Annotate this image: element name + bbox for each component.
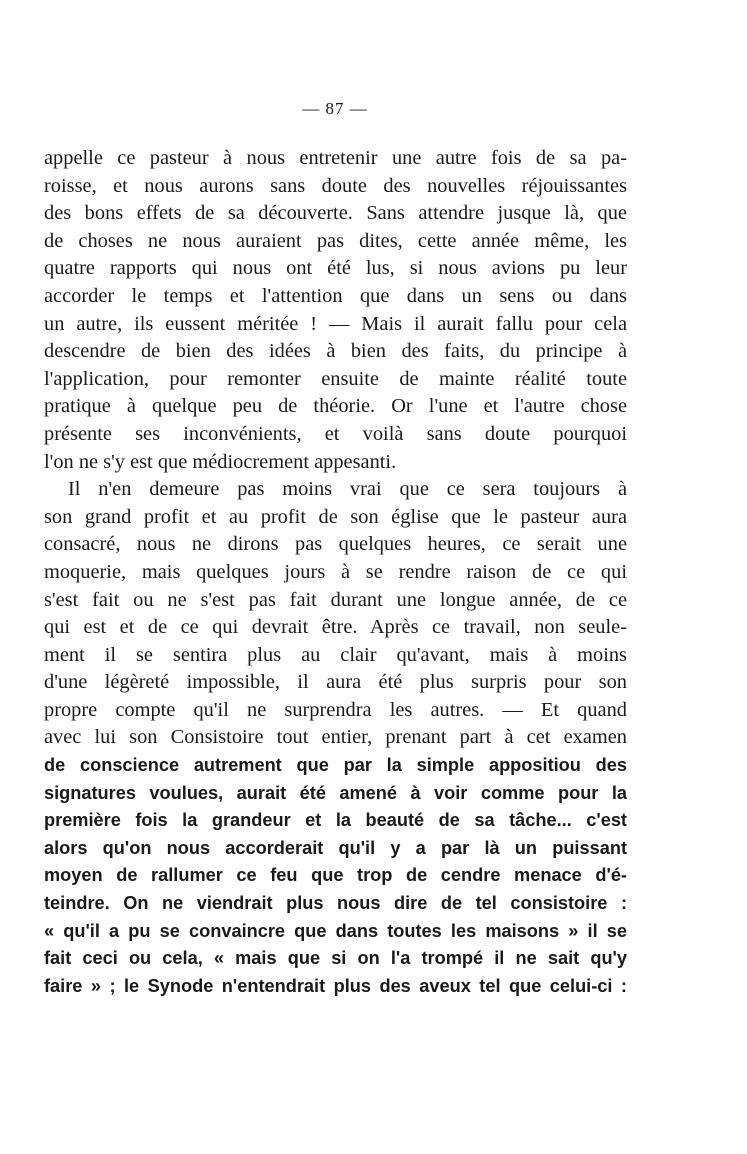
text-line: des bons effets de sa découverte. Sans attendre jusque là, que bbox=[44, 202, 627, 225]
body-text bbox=[44, 145, 627, 1000]
text-line: faire » ; le Synode n'entendrait plus des aveux tel que celui-ci : bbox=[44, 975, 627, 996]
text-line: consacré, nous ne dirons pas quelques heures, ce serait une bbox=[44, 533, 627, 556]
text-line: d'une légèreté impossible, il aura été plus surpris pour son bbox=[44, 671, 627, 694]
text-line: moquerie, mais quelques jours à se rendre raison de ce qui bbox=[44, 560, 627, 583]
text-line: propre compte qu'il ne surprendra les autres. — Et quand bbox=[44, 698, 627, 721]
text-line: son grand profit et au profit de son église que le pasteur aura bbox=[44, 505, 627, 528]
text-line: descendre de bien des idées à bien des faits, du principe à bbox=[44, 340, 627, 363]
text-line: l'application, pour remonter ensuite de mainte réalité toute bbox=[44, 367, 627, 390]
text-line: avec lui son Consistoire tout entier, prenant part à cet examen bbox=[44, 726, 627, 749]
text-line: s'est fait ou ne s'est pas fait durant une longue année, de ce bbox=[44, 588, 627, 611]
text-line: signatures voulues, aurait été amené à voir comme pour la bbox=[44, 782, 627, 803]
text-line: appelle ce pasteur à nous entretenir une autre fois de sa pa- bbox=[44, 147, 627, 169]
text-line: accorder le temps et l'attention que dans un sens ou dans bbox=[44, 284, 627, 307]
text-line: teindre. On ne viendrait plus nous dire de tel consistoire : bbox=[44, 893, 627, 914]
text-line: roisse, et nous aurons sans doute des nouvelles réjouissantes bbox=[44, 174, 627, 197]
text-line: qui est et de ce qui devrait être. Après ce travail, non seule- bbox=[44, 616, 627, 639]
text-line: ment il se sentira plus au clair qu'avant, mais à moins bbox=[44, 643, 627, 666]
text-line: quatre rapports qui nous ont été lus, si nous avions pu leur bbox=[44, 257, 627, 280]
text-line: alors qu'on nous accorderait qu'il y a par là un puissant bbox=[44, 837, 627, 858]
text-line: un autre, ils eussent méritée ! — Mais il aurait fallu pour cela bbox=[44, 312, 627, 335]
text-line: première fois la grandeur et la beauté de sa tâche... c'est bbox=[44, 810, 627, 831]
text-line: Il n'en demeure pas moins vrai que ce sera toujours à bbox=[68, 478, 627, 501]
page-number: — 87 — bbox=[302, 99, 368, 118]
text-line: l'on ne s'y est que médiocrement appesanti. bbox=[44, 450, 397, 473]
text-line: « qu'il a pu se convaincre que dans toutes les maisons » il se bbox=[44, 920, 627, 941]
text-line: moyen de rallumer ce feu que trop de cendre menace d'é- bbox=[44, 865, 627, 886]
text-line: de conscience autrement que par la simple appositiou des bbox=[44, 755, 627, 776]
text-line: pratique à quelque peu de théorie. Or l'une et l'autre chose bbox=[44, 395, 627, 418]
text-line: présente ses inconvénients, et voilà sans doute pourquoi bbox=[44, 422, 627, 445]
text-line: fait ceci ou cela, « mais que si on l'a trompé il ne sait qu'y bbox=[44, 948, 627, 969]
text-line: de choses ne nous auraient pas dites, cette année même, les bbox=[44, 229, 627, 252]
